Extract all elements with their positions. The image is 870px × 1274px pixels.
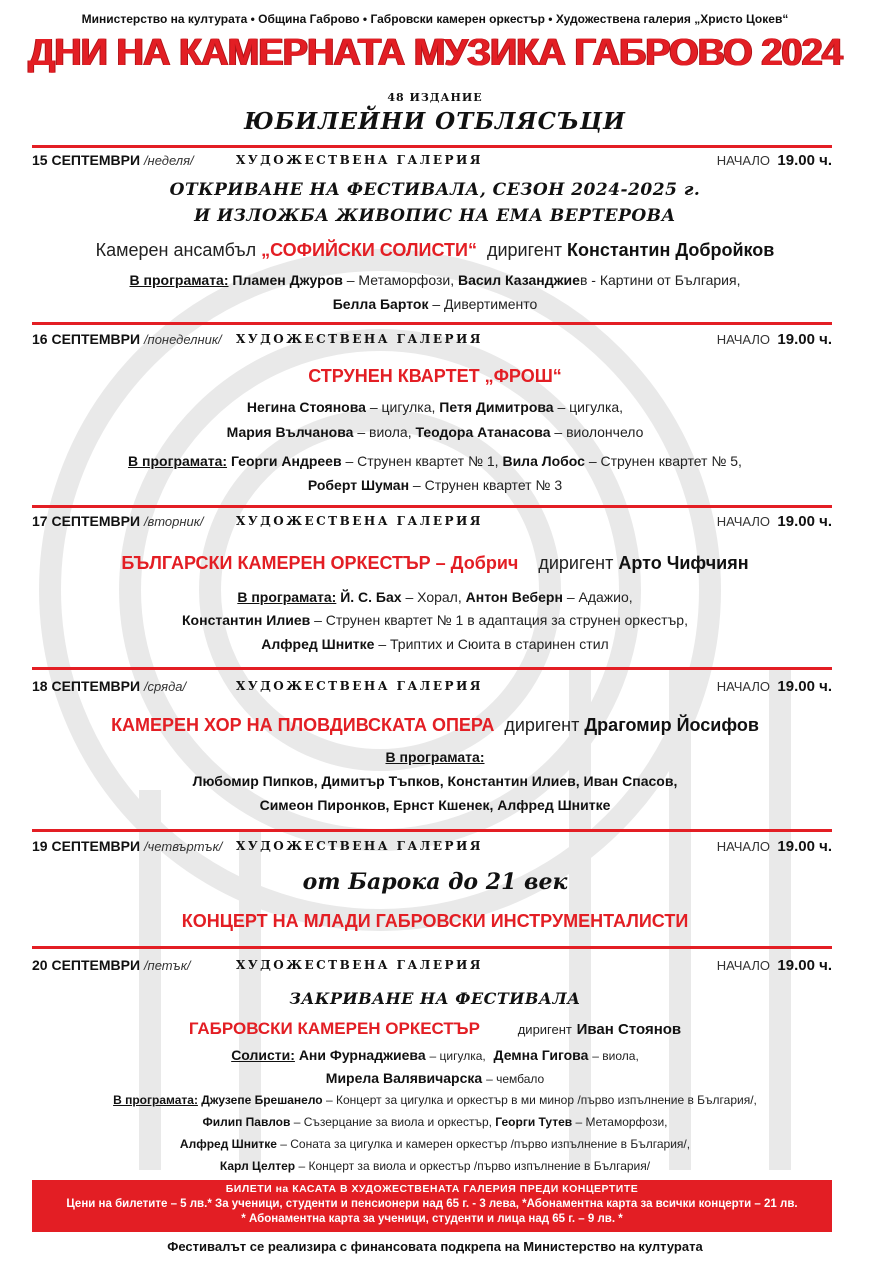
ensemble-line: Камерен ансамбъл „СОФИЙСКИ СОЛИСТИ“ диригент Константин Добройков	[95, 240, 775, 260]
divider	[32, 946, 832, 949]
start-time: 19.00 ч.	[777, 513, 832, 530]
start-label: НАЧАЛО	[716, 958, 770, 973]
program-line: Карл Целтер – Концерт за виола и оркестър /първо изпълнение в България/	[219, 1159, 651, 1173]
start-label: НАЧАЛО	[716, 514, 770, 529]
venue-label: ХУДОЖЕСТВЕНА ГАЛЕРИЯ	[236, 153, 483, 167]
event-date: 19 СЕПТЕМВРИ	[32, 838, 141, 854]
divider	[32, 667, 832, 670]
prices-line: Цени на билетите – 5 лв.* За ученици, студенти и пенсионери над 65 г. - 3 лева, *Абонаментна карта за всички концерти – 21 лв.	[66, 1198, 798, 1210]
conductor-name: Константин Добройков	[567, 240, 775, 260]
soloists-line: Солисти: Ани Фурнаджиева – цигулка, Демна Гигова – виола,	[231, 1047, 639, 1063]
event-heading: И ИЗЛОЖБА ЖИВОПИС НА ЕМА ВЕРТЕРОВА	[194, 206, 676, 226]
festival-title: ДНИ НА КАМЕРНАТА МУЗИКА ГАБРОВО 2024	[28, 32, 842, 74]
event-weekday: /вторник/	[143, 514, 204, 529]
program-line: В програмата: Джузепе Брешанело – Концерт за цигулка и оркестър в ми минор /първо изпълнение в България/,	[113, 1093, 757, 1107]
venue-label: ХУДОЖЕСТВЕНА ГАЛЕРИЯ	[236, 332, 483, 346]
members-line: Мария Вълчанова – виола, Теодора Атанасова – виолончело	[226, 424, 644, 440]
event-date-row	[32, 957, 832, 977]
program-line: Алфред Шнитке – Триптих и Сюита в старинен стил	[261, 636, 609, 652]
start-time: 19.00 ч.	[777, 957, 832, 974]
program-line: Алфред Шнитке – Соната за цигулка и камерен оркестър /първо изпълнение в България/,	[179, 1137, 691, 1151]
subscription-line: * Абонаментна карта за ученици, студенти и лица над 65 г. – 9 лв. *	[241, 1213, 623, 1225]
event-weekday: /неделя/	[143, 153, 194, 168]
event-weekday: /четвъртък/	[143, 839, 223, 854]
conductor-name: Драгомир Йосифов	[584, 715, 759, 735]
ensemble-line: БЪЛГАРСКИ КАМЕРЕН ОРКЕСТЪР – Добрич диригент Арто Чифчиян	[121, 553, 749, 573]
program-line: В програмата: Георги Андреев – Струнен квартет № 1, Вила Лобос – Струнен квартет № 5,	[128, 453, 742, 469]
ensemble-name: „СОФИЙСКИ СОЛИСТИ“	[261, 240, 477, 260]
event-weekday: /сряда/	[143, 679, 187, 694]
start-label: НАЧАЛО	[716, 839, 770, 854]
venue-label: ХУДОЖЕСТВЕНА ГАЛЕРИЯ	[236, 839, 483, 853]
event-date: 15 СЕПТЕМВРИ	[32, 152, 141, 168]
program-line: В програмата: Й. С. Бах – Хорал, Антон Веберн – Адажио,	[237, 589, 633, 605]
event-date-row	[32, 331, 832, 351]
event-date-row	[32, 678, 832, 698]
ensemble-name: СТРУНЕН КВАРТЕТ „ФРОШ“	[308, 366, 562, 386]
organizers-line: Министерство на културата • Община Габрово • Габровски камерен оркестър • Художествена галерия „Христо Цокев“	[81, 12, 789, 26]
program-line: Роберт Шуман – Струнен квартет № 3	[307, 477, 563, 493]
conductor-name: Арто Чифчиян	[618, 553, 749, 573]
program-line: Константин Илиев – Струнен квартет № 1 в адаптация за струнен оркестър,	[182, 612, 688, 628]
start-time: 19.00 ч.	[777, 838, 832, 855]
members-line: Негина Стоянова – цигулка, Петя Димитрова – цигулка,	[246, 399, 624, 415]
ticket-info-box	[32, 1180, 832, 1232]
divider	[32, 145, 832, 148]
event-date-row	[32, 838, 832, 858]
event-heading: ОТКРИВАНЕ НА ФЕСТИВАЛА, СЕЗОН 2024-2025 г.	[169, 180, 701, 200]
start-label: НАЧАЛО	[716, 679, 770, 694]
event-date: 18 СЕПТЕМВРИ	[32, 678, 141, 694]
event-date: 17 СЕПТЕМВРИ	[32, 513, 141, 529]
ensemble-name: КАМЕРЕН ХОР НА ПЛОВДИВСКАТА ОПЕРА	[111, 715, 495, 735]
divider	[32, 322, 832, 325]
event-weekday: /понеделник/	[143, 332, 222, 347]
conductor-name: Иван Стоянов	[576, 1021, 682, 1038]
tickets-line: БИЛЕТИ на КАСАТА В ХУДОЖЕСТВЕНАТА ГАЛЕРИЯ ПРЕДИ КОНЦЕРТИТЕ	[225, 1183, 639, 1195]
divider	[32, 505, 832, 508]
event-date-row	[32, 152, 832, 172]
start-label: НАЧАЛО	[716, 153, 770, 168]
event-weekday: /петък/	[143, 958, 191, 973]
festival-subtitle: ЮБИЛЕЙНИ ОТБЛЯСЪЦИ	[244, 108, 626, 135]
ensemble-line: КАМЕРЕН ХОР НА ПЛОВДИВСКАТА ОПЕРА диригент Драгомир Йосифов	[111, 715, 759, 735]
start-time: 19.00 ч.	[777, 331, 832, 348]
ensemble-name: ГАБРОВСКИ КАМЕРЕН ОРКЕСТЪР	[188, 1019, 480, 1038]
sponsor-line: Фестивалът се реализира с финансовата подкрепа на Министерство на културата	[167, 1239, 703, 1254]
program-line: Белла Барток – Дивертименто	[332, 296, 538, 312]
start-label: НАЧАЛО	[716, 332, 770, 347]
ensemble-name: КОНЦЕРТ НА МЛАДИ ГАБРОВСКИ ИНСТРУМЕНТАЛИСТИ	[181, 911, 689, 931]
program-line: В програмата: Пламен Джуров – Метаморфози, Васил Казанджиев - Картини от България,	[129, 272, 741, 288]
soloists-line: Мирела Валявичарска – чембало	[325, 1070, 545, 1086]
composers-line: Симеон Пиронков, Ернст Кшенек, Алфред Шнитке	[259, 797, 611, 813]
program-line: Филип Павлов – Съзерцание за виола и оркестър, Георги Тутев – Метаморфози,	[202, 1115, 668, 1129]
ensemble-line: ГАБРОВСКИ КАМЕРЕН ОРКЕСТЪР диригент Иван Стоянов	[188, 1019, 682, 1038]
program-line: В програмата:	[385, 749, 485, 765]
divider	[32, 829, 832, 832]
composers-line: Любомир Пипков, Димитър Тъпков, Константин Илиев, Иван Спасов,	[192, 773, 678, 789]
start-time: 19.00 ч.	[777, 678, 832, 695]
event-heading: от Барока до 21 век	[302, 869, 568, 895]
edition-label: 48 ИЗДАНИЕ	[387, 91, 483, 104]
event-date: 20 СЕПТЕМВРИ	[32, 957, 141, 973]
venue-label: ХУДОЖЕСТВЕНА ГАЛЕРИЯ	[236, 679, 483, 693]
start-time: 19.00 ч.	[777, 152, 832, 169]
venue-label: ХУДОЖЕСТВЕНА ГАЛЕРИЯ	[236, 958, 483, 972]
ensemble-name: БЪЛГАРСКИ КАМЕРЕН ОРКЕСТЪР – Добрич	[121, 553, 519, 573]
event-date-row	[32, 513, 832, 533]
venue-label: ХУДОЖЕСТВЕНА ГАЛЕРИЯ	[236, 514, 483, 528]
event-heading: ЗАКРИВАНЕ НА ФЕСТИВАЛА	[289, 989, 581, 1008]
event-date: 16 СЕПТЕМВРИ	[32, 331, 141, 347]
